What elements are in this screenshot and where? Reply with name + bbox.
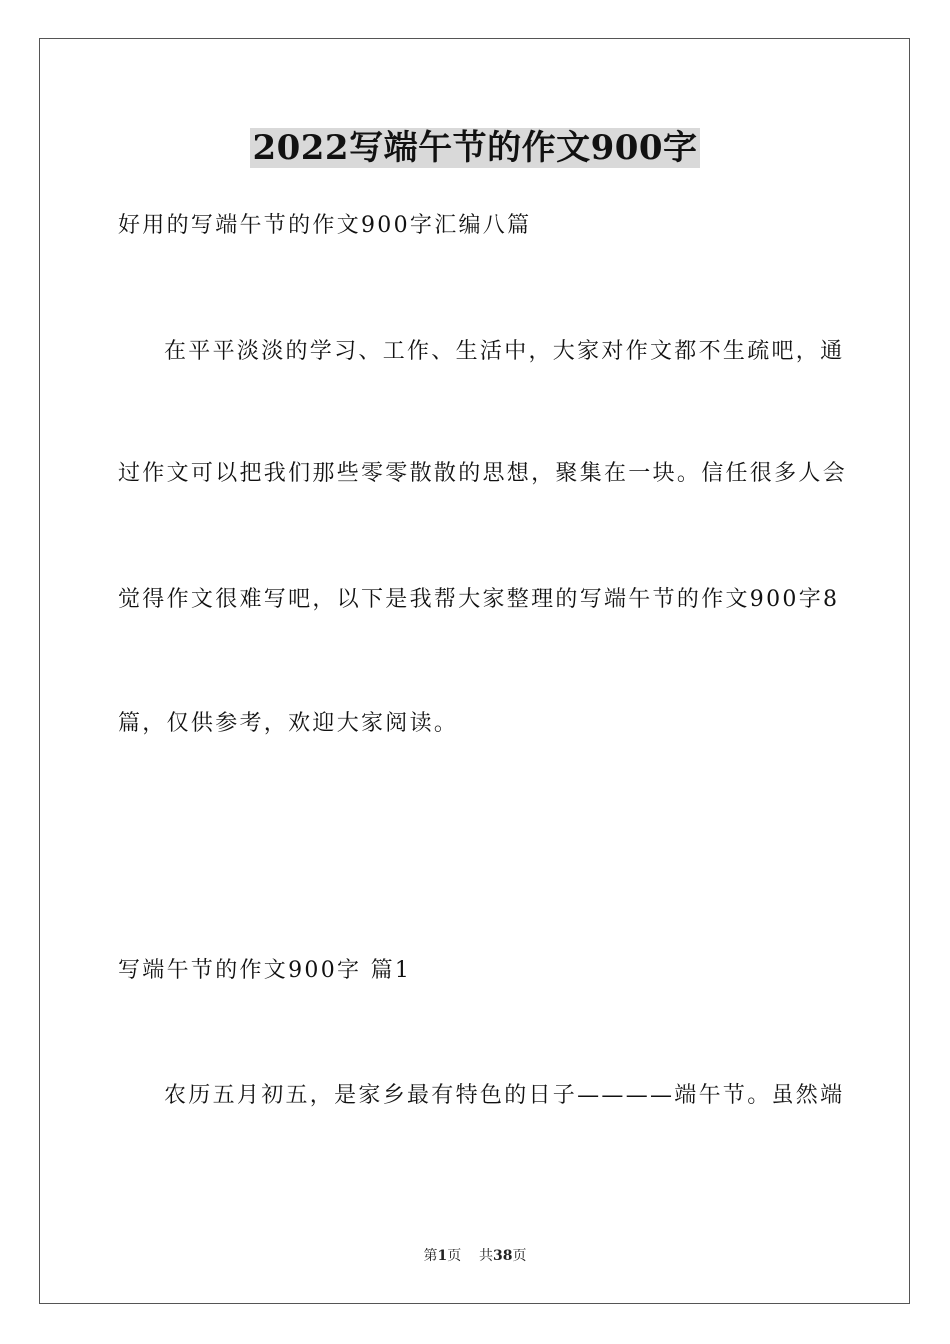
intro-line-3: 觉得作文很难写吧，以下是我帮大家整理的写端午节的作文900字8 [118,587,840,612]
footer-page-prefix: 第 [423,1248,438,1264]
document-title-text: 2022写端午节的作文900字 [252,128,698,168]
footer-total-prefix: 共 [479,1248,494,1264]
footer-page-number: 1 [437,1248,448,1264]
section-paragraph-line-1: 农历五月初五，是家乡最有特色的日子————端午节。虽然端 [164,1083,845,1108]
footer-total-pages: 38 [493,1248,513,1264]
page-footer [0,1246,950,1266]
document-subtitle: 好用的写端午节的作文900字汇编八篇 [118,213,532,238]
intro-line-4: 篇，仅供参考，欢迎大家阅读。 [118,711,459,736]
footer-page-suffix: 页 [447,1248,462,1264]
section-heading: 写端午节的作文900字 篇1 [118,958,412,983]
footer-total-suffix: 页 [512,1248,527,1264]
intro-line-1: 在平平淡淡的学习、工作、生活中，大家对作文都不生疏吧，通 [164,339,845,364]
intro-line-2: 过作文可以把我们那些零零散散的思想，聚集在一块。信任很多人会 [118,461,848,486]
document-title [0,124,950,172]
